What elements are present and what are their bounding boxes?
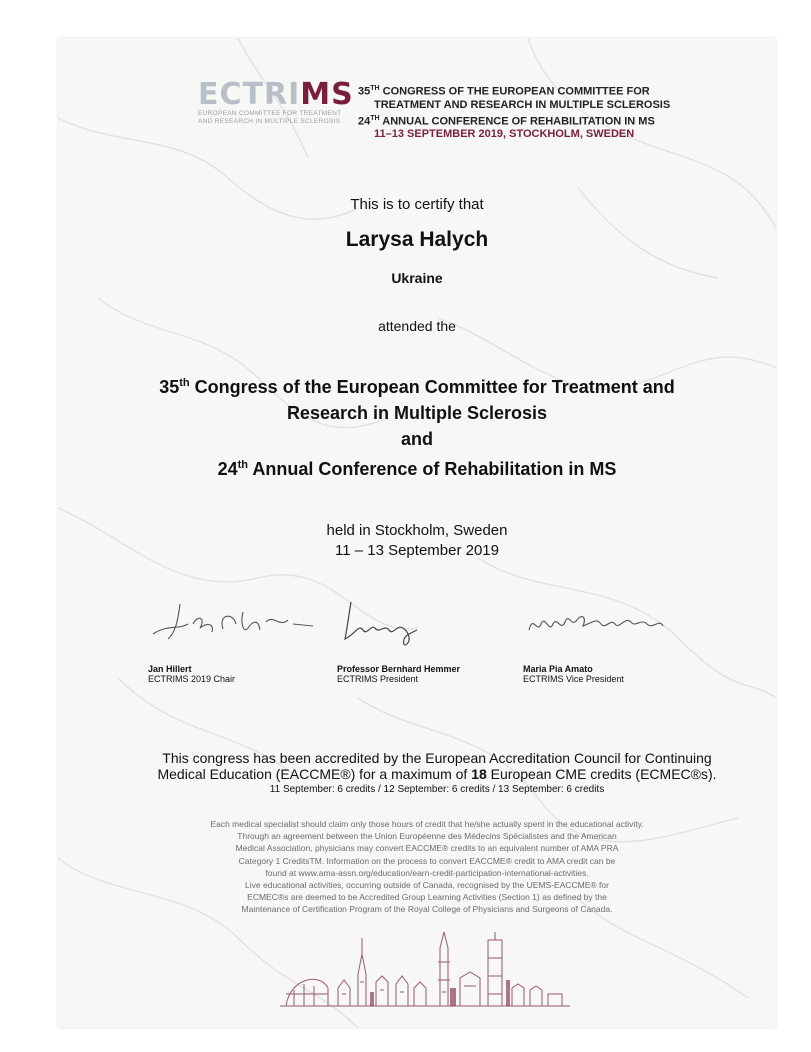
stockholm-skyline-illustration [280, 928, 570, 1008]
recipient-country: Ukraine [391, 270, 443, 286]
signatory-role: ECTRIMS Vice President [523, 674, 624, 684]
signatory-role: ECTRIMS President [337, 674, 419, 684]
dates-line: 11 – 13 September 2019 [334, 542, 499, 559]
signature-block-president [337, 594, 507, 684]
signature-block-vice-president [523, 594, 693, 684]
certificate-sheet [58, 38, 776, 1028]
signatory-role: ECTRIMS 2019 Chair [148, 674, 236, 684]
credits-breakdown: 11 September: 6 credits / 12 September: 6 credits / 13 September: 6 credits [269, 784, 605, 795]
recipient-name: Larysa Halych [345, 228, 489, 251]
congress-header: 35TH CONGRESS OF THE EUROPEAN COMMITTEE FOR TREATMENT AND RESEARCH IN MULTIPLE SCLEROSIS 24TH ANNUAL CONFERENCE OF REHABILITATION IN MS 11–13 SEPTEMBER 2019, STOCKHOLM, SWEDEN [358, 85, 671, 141]
ectrims-logo: ECTRIMS EUROPEAN COMMITTEE FOR TREATMENT AND RESEARCH IN MULTIPLE SCLEROSIS [198, 77, 354, 125]
attended-text: attended the [378, 318, 456, 334]
cme-fine-print: Each medical specialist should claim only those hours of credit that he/she actually spent in the educational activity. Through an agreement between the Union Européenne des Médecins Spécialistes and the American Medical Association, physicians may convert EACCME® credits to an equivalent number of AMA PRA Category 1 CreditsTM. Information on the process to convert EACCME® credit to AMA credit can be found at www.ama-assn.org/education/earn-credit-participation-international-activities. Live educational activities, occurring outside of Canada, recognised by the UEMS-EACCME® for ECMEC®s are deemed to be Accredited Group Learning Activities (Section 1) as defined by the Maintenance of Certification Program of the Royal College of Physicians and Surgeons of Canada. [210, 819, 644, 915]
congress-date: 11–13 SEPTEMBER 2019, STOCKHOLM, SWEDEN [374, 128, 635, 141]
venue-line: held in Stockholm, Sweden [326, 522, 508, 539]
signatory-name: Professor Bernhard Hemmer [337, 664, 461, 674]
signature-hillert [148, 594, 318, 654]
signatory-name: Maria Pia Amato [523, 664, 593, 674]
signatory-name: Jan Hillert [148, 664, 192, 674]
signature-amato [523, 594, 693, 654]
accreditation-statement: This congress has been accredited by the European Accreditation Council for Continuing Medical Education (EACCME®) for a maximum of 18 European CME credits (ECMEC®s). 11 September: 6 credits / 12 September: 6 credits / 13 September: 6 credits [58, 750, 776, 798]
signature-hemmer [337, 594, 507, 654]
congress-title: 35th Congress of the European Committee for Treatment and Research in Multiple Sclerosis and 24th Annual Conference of Rehabilitation in MS [159, 377, 675, 479]
certify-intro: This is to certify that [350, 196, 484, 213]
signature-block-chair [148, 594, 318, 684]
venue-dates [58, 521, 776, 561]
